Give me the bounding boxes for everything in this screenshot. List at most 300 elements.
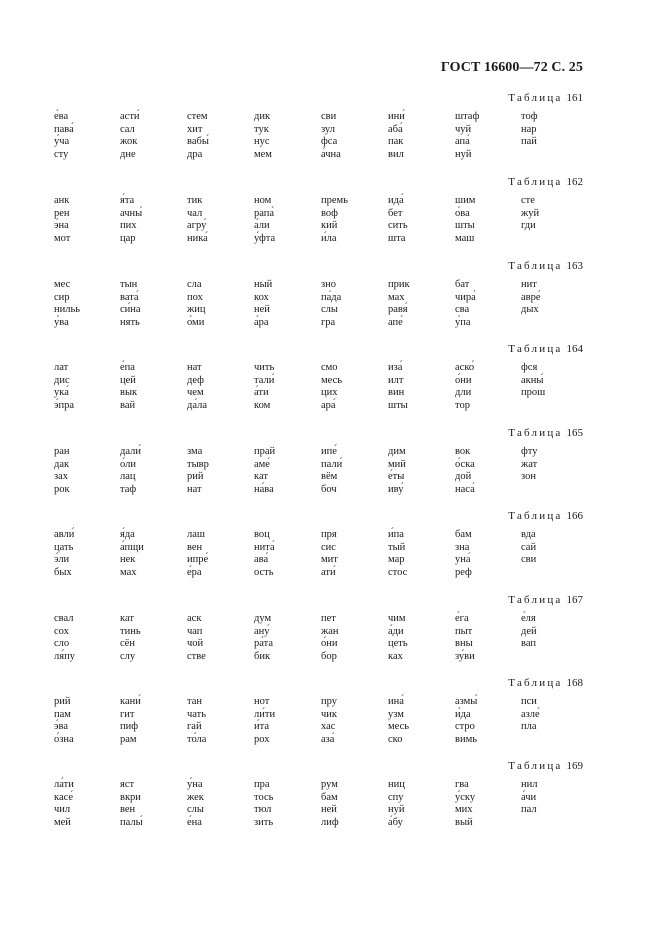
syllable-cell: зна xyxy=(455,541,470,553)
syllable-column xyxy=(521,446,583,496)
syllable-cell: вабы́ xyxy=(187,136,209,147)
syllable-cell: тан xyxy=(187,696,202,707)
syllable-cell: бат xyxy=(455,279,470,290)
syllable-cell: тюл xyxy=(254,804,272,815)
syllable-cell: ках xyxy=(388,650,403,662)
syllable-column xyxy=(120,529,182,579)
syllable-cell: сить xyxy=(388,220,408,231)
syllable-cell: штаф xyxy=(455,111,480,122)
syllable-grid xyxy=(0,779,662,831)
syllable-cell: вда xyxy=(521,529,536,540)
table-number: 168 xyxy=(566,677,583,689)
syllable-cell: вык xyxy=(120,387,138,398)
syllable-column xyxy=(254,613,316,663)
syllable-cell: бам xyxy=(455,529,472,540)
syllable-cell: тук xyxy=(254,123,269,135)
syllable-column xyxy=(187,362,249,412)
syllable-column xyxy=(254,529,316,579)
syllable-cell: о́ни xyxy=(455,374,472,386)
syllable-cell: тось xyxy=(254,791,274,803)
syllable-cell: пра xyxy=(254,779,270,790)
syllable-cell: маш xyxy=(455,232,475,244)
syllable-cell xyxy=(521,734,583,747)
syllable-cell: чил xyxy=(54,804,71,815)
syllable-cell: о́ва xyxy=(455,207,470,219)
syllable-cell: ско xyxy=(388,733,403,745)
syllable-cell: фса xyxy=(321,136,338,147)
table-number: 161 xyxy=(566,92,583,104)
syllable-cell: дак xyxy=(54,458,70,470)
syllable-cell: нот xyxy=(254,696,270,707)
syllable-cell: то́ла xyxy=(187,733,207,745)
syllable-cell: вём xyxy=(321,471,338,482)
syllable-column xyxy=(388,779,450,829)
syllable-cell: рок xyxy=(54,483,70,495)
syllable-cell: гва xyxy=(455,779,469,790)
syllable-cell: чик xyxy=(321,708,338,720)
syllable-cell: ипре́ xyxy=(187,554,209,565)
syllable-cell: боч xyxy=(321,483,337,495)
syllable-column xyxy=(321,696,383,746)
syllable-column xyxy=(54,613,116,663)
syllable-cell: ати́ xyxy=(321,566,336,578)
syllable-cell: азле́ xyxy=(521,708,540,720)
table-caption-word: Таблица xyxy=(508,343,563,355)
syllable-cell: е́ра xyxy=(187,566,202,578)
table-caption-word: Таблица xyxy=(508,677,563,689)
syllable-cell: си́на xyxy=(120,304,141,315)
syllable-cell: кох xyxy=(254,291,269,303)
syllable-cell: сту xyxy=(54,148,69,160)
syllable-column xyxy=(321,195,383,245)
syllable-cell: фту xyxy=(521,446,538,457)
syllable-cell: апе́ xyxy=(388,316,403,328)
syllable-cell xyxy=(521,651,583,664)
syllable-cell: тор xyxy=(455,399,470,411)
syllable-cell: слу xyxy=(120,650,136,662)
syllable-cell: а́бу xyxy=(388,816,403,828)
syllable-cell: вап xyxy=(521,638,536,649)
syllable-cell: стос xyxy=(388,566,408,578)
syllable-column xyxy=(455,111,517,161)
syllable-grid xyxy=(0,696,662,748)
syllable-cell: ини́ xyxy=(388,111,405,122)
table-165 xyxy=(0,427,662,511)
syllable-cell: е́ва xyxy=(54,111,69,122)
syllable-cell xyxy=(521,817,583,830)
syllable-cell: жан xyxy=(321,625,339,637)
syllable-cell: вен xyxy=(120,804,136,815)
syllable-cell: пыт xyxy=(455,625,473,637)
syllable-cell: ли́ти xyxy=(254,708,276,720)
syllable-cell: тывр xyxy=(187,458,209,470)
syllable-cell: я́та xyxy=(120,195,135,206)
syllable-column xyxy=(521,111,583,161)
syllable-cell: ипе́ xyxy=(321,446,337,457)
syllable-grid xyxy=(0,279,662,331)
syllable-cell: бет xyxy=(388,207,403,219)
syllable-column xyxy=(254,111,316,161)
syllable-cell: зон xyxy=(521,471,536,482)
syllable-column xyxy=(187,696,249,746)
syllable-column xyxy=(321,613,383,663)
syllable-cell: месь xyxy=(321,374,343,386)
syllable-cell: вай xyxy=(120,399,136,411)
syllable-column xyxy=(521,362,583,412)
table-caption xyxy=(508,677,583,689)
syllable-cell: аза́ xyxy=(321,733,335,745)
syllable-cell: зул xyxy=(321,123,335,135)
syllable-cell: у́на xyxy=(187,779,203,790)
syllable-cell: сте xyxy=(521,195,535,206)
table-caption xyxy=(508,760,583,772)
syllable-cell: чить xyxy=(254,362,275,373)
syllable-cell xyxy=(521,484,583,497)
syllable-cell: ла́ти xyxy=(54,779,74,790)
syllable-cell: воф xyxy=(321,207,338,219)
table-number: 169 xyxy=(566,760,583,772)
syllable-column xyxy=(187,195,249,245)
syllable-cell: рий xyxy=(187,471,204,482)
syllable-column xyxy=(54,446,116,496)
syllable-cell: нат xyxy=(187,362,202,373)
syllable-cell: нит xyxy=(521,279,537,290)
syllable-column xyxy=(455,696,517,746)
syllable-cell: зно xyxy=(321,279,337,290)
table-164 xyxy=(0,343,662,427)
syllable-column xyxy=(120,111,182,161)
syllable-cell: мес xyxy=(54,279,71,290)
syllable-cell: дим xyxy=(388,446,406,457)
syllable-cell: асти́ xyxy=(120,111,140,122)
syllable-cell: дик xyxy=(254,111,271,122)
syllable-cell: шты xyxy=(388,399,408,411)
table-number: 163 xyxy=(566,260,583,272)
syllable-cell: ава́ xyxy=(254,554,269,565)
syllable-cell: нуй xyxy=(455,148,472,160)
syllable-cell: стве xyxy=(187,650,206,662)
syllable-cell: бор xyxy=(321,650,337,662)
syllable-cell: зма xyxy=(187,446,203,457)
syllable-cell: ней xyxy=(321,804,337,815)
syllable-column xyxy=(321,279,383,329)
syllable-cell: чой xyxy=(187,638,204,649)
syllable-cell: чим xyxy=(388,613,406,624)
syllable-cell: палы́ xyxy=(120,816,143,828)
syllable-cell: о́ли xyxy=(120,458,136,470)
table-caption-word: Таблица xyxy=(508,427,563,439)
syllable-cell: а́чна xyxy=(321,148,341,160)
syllable-cell xyxy=(521,567,583,580)
syllable-cell xyxy=(521,317,583,330)
table-caption xyxy=(508,427,583,439)
syllable-cell: е́па xyxy=(120,362,135,373)
table-caption xyxy=(508,510,583,522)
syllable-cell: цар xyxy=(120,232,136,244)
syllable-cell: пиф xyxy=(120,721,139,732)
syllable-cell: иву́ xyxy=(388,483,404,495)
syllable-column xyxy=(120,696,182,746)
syllable-cell: е́на xyxy=(187,816,202,828)
syllable-cell: тали́ xyxy=(254,374,275,386)
syllable-cell: нуй xyxy=(388,804,405,815)
syllable-cell: цей xyxy=(120,374,136,386)
syllable-cell: мит xyxy=(321,554,338,565)
syllable-cell: авли́ xyxy=(54,529,75,540)
syllable-column xyxy=(388,696,450,746)
syllable-cell: бам xyxy=(321,791,338,803)
syllable-cell: нек xyxy=(120,554,136,565)
syllable-cell: хас xyxy=(321,721,336,732)
syllable-cell: нять xyxy=(120,316,140,328)
table-caption xyxy=(508,260,583,272)
syllable-cell: а́ди xyxy=(388,625,404,637)
syllable-cell: воц xyxy=(254,529,270,540)
syllable-column xyxy=(455,362,517,412)
syllable-cell: кий xyxy=(321,220,338,231)
syllable-cell: нильь xyxy=(54,304,81,315)
syllable-cell: чать xyxy=(187,708,207,720)
table-number: 162 xyxy=(566,176,583,188)
syllable-cell: на́ва xyxy=(254,483,274,495)
syllable-cell: премь xyxy=(321,195,348,206)
syllable-cell: сла xyxy=(187,279,202,290)
syllable-column xyxy=(120,446,182,496)
syllable-column xyxy=(455,195,517,245)
syllable-cell: шим xyxy=(455,195,476,206)
syllable-cell: дой xyxy=(455,471,472,482)
syllable-column xyxy=(388,195,450,245)
syllable-cell: яст xyxy=(120,779,135,790)
syllable-cell: спу xyxy=(388,791,404,803)
syllable-cell: а́чи xyxy=(521,791,537,803)
syllable-column xyxy=(321,779,383,829)
syllable-cell: тинь xyxy=(120,625,141,637)
syllable-cell: цих xyxy=(321,387,338,398)
syllable-cell: мий xyxy=(388,458,406,470)
syllable-cell: рам xyxy=(120,733,137,745)
syllable-column xyxy=(321,446,383,496)
syllable-cell: ука́ xyxy=(54,387,69,398)
syllable-cell: равя́ xyxy=(388,304,408,315)
syllable-column xyxy=(521,529,583,579)
syllable-cell: лац xyxy=(120,471,136,482)
syllable-column xyxy=(254,779,316,829)
syllable-cell: прай xyxy=(254,446,276,457)
syllable-cell: аск xyxy=(187,613,202,624)
table-167 xyxy=(0,594,662,678)
syllable-cell: ану́ xyxy=(254,625,270,637)
syllable-cell: жуй xyxy=(521,207,540,219)
syllable-cell: прош xyxy=(521,387,546,398)
syllable-column xyxy=(521,613,583,663)
syllable-column xyxy=(54,111,116,161)
syllable-cell: касе́ xyxy=(54,791,74,803)
syllable-column xyxy=(187,279,249,329)
syllable-cell: пря xyxy=(321,529,337,540)
table-caption-word: Таблица xyxy=(508,594,563,606)
syllable-cell: агру́ xyxy=(187,220,207,231)
syllable-column xyxy=(521,779,583,829)
table-162 xyxy=(0,176,662,260)
syllable-column xyxy=(455,613,517,663)
syllable-cell: да́ла xyxy=(187,399,207,411)
syllable-cell: стро xyxy=(455,721,475,732)
syllable-cell: кат xyxy=(254,471,268,482)
table-caption-word: Таблица xyxy=(508,92,563,104)
syllable-cell: фся xyxy=(521,362,538,373)
syllable-column xyxy=(455,279,517,329)
syllable-cell: вин xyxy=(388,387,405,398)
syllable-cell: сир xyxy=(54,291,70,303)
syllable-cell: цать xyxy=(54,541,74,553)
syllable-cell: мот xyxy=(54,232,71,244)
syllable-cell: ный xyxy=(254,279,273,290)
syllable-cell: уна́ xyxy=(455,554,471,565)
syllable-cell: пал xyxy=(521,804,537,815)
syllable-grid xyxy=(0,111,662,163)
syllable-cell: ней xyxy=(254,304,270,315)
syllable-cell: вата́ xyxy=(120,291,139,303)
syllable-cell: пла xyxy=(521,721,537,732)
syllable-column xyxy=(388,529,450,579)
syllable-cell: чира́ xyxy=(455,291,476,303)
syllable-cell: пси xyxy=(521,696,537,707)
table-163 xyxy=(0,260,662,344)
syllable-cell: гра xyxy=(321,316,336,328)
table-caption-word: Таблица xyxy=(508,260,563,272)
syllable-cell: деф xyxy=(187,374,204,386)
syllable-cell: прик xyxy=(388,279,410,290)
syllable-cell: сал xyxy=(120,123,135,135)
syllable-column xyxy=(187,613,249,663)
syllable-cell: ра́та xyxy=(254,638,274,649)
syllable-cell: апа́ xyxy=(455,136,470,147)
syllable-column xyxy=(521,195,583,245)
table-number: 164 xyxy=(566,343,583,355)
syllable-cell: стем xyxy=(187,111,208,122)
syllable-cell: жок xyxy=(120,136,138,147)
syllable-cell: чал xyxy=(187,207,203,219)
syllable-cell: сох xyxy=(54,625,69,637)
table-169 xyxy=(0,760,662,844)
syllable-cell: у́ва xyxy=(54,316,69,328)
syllable-column xyxy=(54,279,116,329)
syllable-grid xyxy=(0,613,662,665)
syllable-cell: тоф xyxy=(521,111,538,122)
syllable-cell: ина́ xyxy=(388,696,404,707)
syllable-cell: мах xyxy=(120,566,137,578)
syllable-cell: мах xyxy=(388,291,405,303)
syllable-column xyxy=(54,779,116,829)
syllable-cell: вен xyxy=(187,541,203,553)
syllable-column xyxy=(321,529,383,579)
syllable-cell: и́та xyxy=(254,721,269,732)
syllable-column xyxy=(254,362,316,412)
syllable-column xyxy=(187,779,249,829)
syllable-column xyxy=(388,111,450,161)
syllable-column xyxy=(54,529,116,579)
syllable-cell: нат xyxy=(187,483,202,495)
syllable-cell: и́да xyxy=(455,708,471,720)
table-caption-word: Таблица xyxy=(508,176,563,188)
syllable-cell: нил xyxy=(521,779,538,790)
table-caption xyxy=(508,176,583,188)
table-168 xyxy=(0,677,662,761)
syllable-column xyxy=(54,696,116,746)
syllable-grid xyxy=(0,529,662,581)
syllable-cell: нита́ xyxy=(254,541,275,553)
syllable-cell: рапа́ xyxy=(254,207,275,219)
syllable-column xyxy=(54,362,116,412)
syllable-cell: гит xyxy=(120,708,135,720)
syllable-cell: илт xyxy=(388,374,404,386)
syllable-cell: кани́ xyxy=(120,696,141,707)
syllable-cell: дра xyxy=(187,148,203,160)
syllable-cell: вок xyxy=(455,446,471,457)
syllable-column xyxy=(388,446,450,496)
syllable-cell: ран xyxy=(54,446,70,457)
syllable-cell: аме́ xyxy=(254,458,270,470)
syllable-cell: вкри xyxy=(120,791,141,803)
syllable-cell: о́зна xyxy=(54,733,74,745)
syllable-cell: лиф xyxy=(321,816,339,828)
syllable-cell: вил xyxy=(388,148,404,160)
syllable-cell: зах xyxy=(54,471,69,482)
table-caption-word: Таблица xyxy=(508,760,563,772)
syllable-column xyxy=(521,696,583,746)
syllable-cell: ара́ xyxy=(321,399,336,411)
syllable-cell: аба́ xyxy=(388,123,403,135)
syllable-cell xyxy=(521,233,583,246)
syllable-cell: акны́ xyxy=(521,374,544,386)
syllable-cell: вны xyxy=(455,638,473,649)
syllable-cell: ида́ xyxy=(388,195,404,206)
table-caption-word: Таблица xyxy=(508,510,563,522)
syllable-cell: хит xyxy=(187,123,203,135)
syllable-column xyxy=(54,195,116,245)
syllable-cell: чап xyxy=(187,625,203,637)
syllable-cell: сва xyxy=(455,304,470,315)
syllable-column xyxy=(120,613,182,663)
syllable-cell: чем xyxy=(187,387,204,398)
syllable-cell: шта xyxy=(388,232,406,244)
syllable-cell: слы xyxy=(321,304,338,315)
table-caption xyxy=(508,343,583,355)
syllable-cell: смо xyxy=(321,362,338,373)
syllable-cell: жек xyxy=(187,791,204,803)
syllable-cell: тый xyxy=(388,541,406,553)
syllable-cell: тын xyxy=(120,279,138,290)
syllable-cell: пет xyxy=(321,613,336,624)
syllable-cell: жиц xyxy=(187,304,206,315)
syllable-cell: зить xyxy=(254,816,274,828)
syllable-column xyxy=(321,111,383,161)
syllable-cell: гай xyxy=(187,721,202,732)
syllable-column xyxy=(254,446,316,496)
syllable-cell: е́ля xyxy=(521,613,536,624)
syllable-cell: наса́ xyxy=(455,483,475,495)
syllable-cell: кат xyxy=(120,613,134,624)
syllable-cell: и́па xyxy=(388,529,404,540)
syllable-cell: э́ва xyxy=(54,721,68,732)
syllable-cell: ля́пу xyxy=(54,650,75,662)
syllable-column xyxy=(187,111,249,161)
syllable-column xyxy=(254,279,316,329)
syllable-column xyxy=(388,613,450,663)
syllable-cell: дли xyxy=(455,387,472,398)
syllable-cell: зу́ви xyxy=(455,650,475,662)
